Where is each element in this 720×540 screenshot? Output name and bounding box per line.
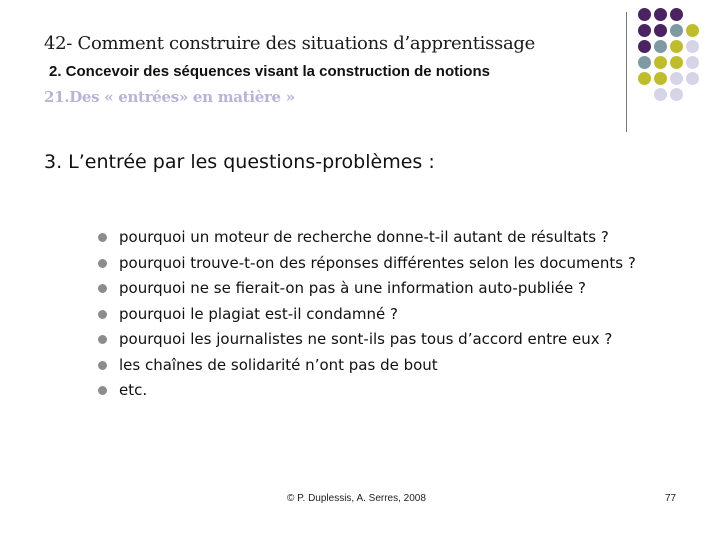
decoration-dot: [670, 40, 683, 53]
decoration-dot: [670, 56, 683, 69]
decoration-dot: [670, 24, 683, 37]
list-item-text: pourquoi trouve-t-on des réponses différentes selon les documents ?: [119, 253, 636, 272]
decoration-dot: [686, 24, 699, 37]
decoration-dot: [654, 88, 667, 101]
copyright-footer: © P. Duplessis, A. Serres, 2008: [287, 493, 426, 504]
bullet-icon: [98, 284, 107, 293]
list-item-text: pourquoi les journalistes ne sont-ils pas tous d’accord entre eux ?: [119, 330, 613, 348]
list-item: [96, 304, 636, 330]
slide-subtitle: 2. Concevoir des séquences visant la construction de notions: [49, 63, 490, 80]
decoration-dot: [654, 24, 667, 37]
bullet-icon: [98, 335, 107, 344]
decoration-dot: [670, 72, 683, 85]
list-item-text: pourquoi le plagiat est-il condamné ?: [119, 304, 398, 323]
bullet-icon: [98, 233, 107, 242]
decoration-dot: [638, 40, 651, 53]
question-list: [96, 227, 636, 406]
decoration-dot: [638, 8, 651, 21]
section-title: 21.Des « entrées» en matière »: [44, 88, 295, 106]
decoration-dot: [638, 56, 651, 69]
decoration-dot: [638, 72, 651, 85]
list-item-text: pourquoi un moteur de recherche donne-t-il autant de résultats ?: [119, 228, 609, 246]
decoration-dot: [686, 72, 699, 85]
decoration-dot: [638, 24, 651, 37]
section-heading: 3. L’entrée par les questions-problèmes :: [44, 151, 435, 173]
list-item: [96, 227, 636, 253]
page-number: 77: [665, 493, 677, 504]
bullet-icon: [98, 386, 107, 395]
list-item: [96, 380, 636, 406]
decoration-dot: [654, 56, 667, 69]
bullet-icon: [98, 259, 107, 268]
list-item-text: les chaînes de solidarité n’ont pas de bout: [119, 355, 438, 374]
list-item-text: etc.: [119, 381, 148, 399]
list-item: [96, 253, 636, 279]
list-item: [96, 278, 636, 304]
decoration-dot: [654, 8, 667, 21]
decoration-dot: [670, 8, 683, 21]
list-item: [96, 329, 636, 355]
decoration-dot: [686, 40, 699, 53]
bullet-icon: [98, 361, 107, 370]
decoration-dot: [654, 72, 667, 85]
list-item: [96, 355, 636, 381]
decoration-dot: [686, 56, 699, 69]
list-item-text: pourquoi ne se fierait-on pas à une information auto-publiée ?: [119, 279, 586, 297]
bullet-icon: [98, 310, 107, 319]
decoration-dot: [670, 88, 683, 101]
dot-grid-decoration-icon: [638, 8, 718, 118]
header-divider-line: [626, 12, 627, 132]
decoration-dot: [654, 40, 667, 53]
slide-title: 42- Comment construire des situations d’apprentissage: [44, 33, 535, 54]
